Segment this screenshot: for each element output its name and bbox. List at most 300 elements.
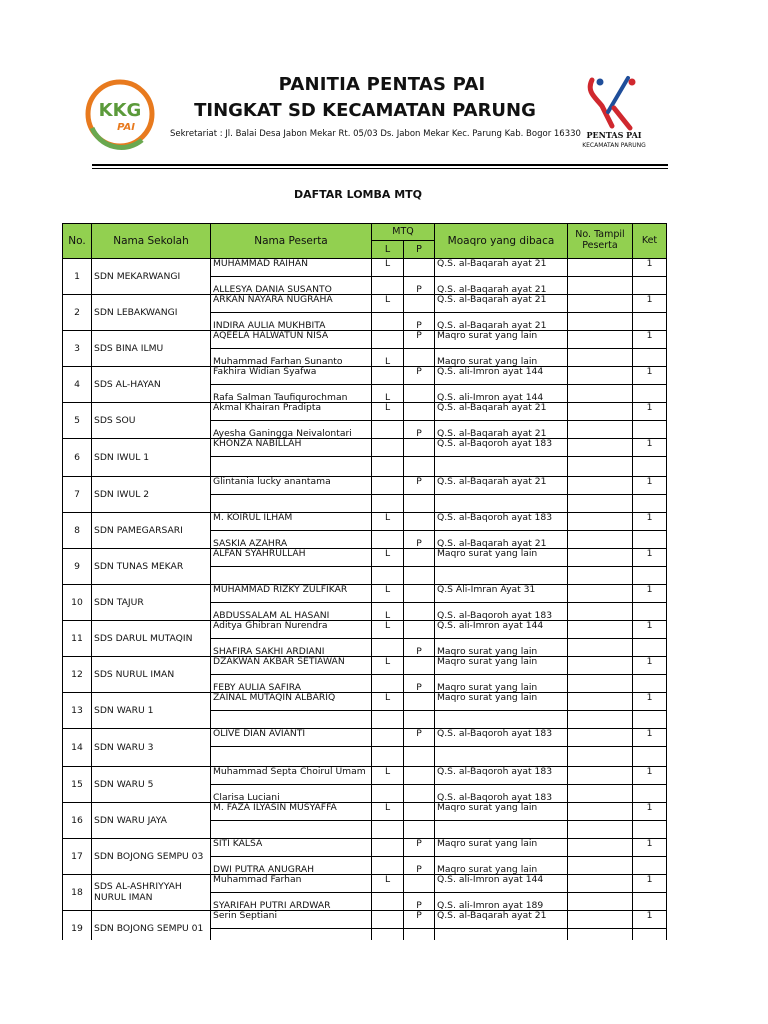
gender-p: P: [404, 729, 435, 747]
gender-l: L: [372, 767, 404, 785]
pentas-pai-logo: [578, 72, 650, 152]
show-number: [568, 767, 633, 785]
row-number: 16: [63, 803, 92, 839]
gender-l: [372, 567, 404, 585]
participant-name: KHONZA NABILLAH: [211, 439, 372, 457]
school-name: SDN WARU 5: [92, 767, 211, 803]
show-number: [568, 495, 633, 513]
gender-p: [404, 513, 435, 531]
ket-value: [633, 495, 667, 513]
gender-l: [372, 367, 404, 385]
ket-value: 1: [633, 439, 667, 457]
show-number: [568, 457, 633, 477]
surah-read: Q.S. ali-Imron ayat 144: [435, 385, 568, 403]
row-number: 13: [63, 693, 92, 729]
participant-name: AQEELA HALWATUN NISA: [211, 331, 372, 349]
show-number: [568, 657, 633, 675]
gender-p: [404, 711, 435, 729]
gender-p: P: [404, 531, 435, 549]
row-number: 8: [63, 513, 92, 549]
gender-p: P: [404, 639, 435, 657]
school-name: SDN BOJONG SEMPU 01: [92, 911, 211, 947]
ket-value: [633, 675, 667, 693]
gender-l: L: [372, 621, 404, 639]
row-number: 6: [63, 439, 92, 477]
gender-p: P: [404, 367, 435, 385]
surah-read: [435, 567, 568, 585]
participant-name: Muhammad Farhan Sunanto: [211, 349, 372, 367]
show-number: [568, 295, 633, 313]
participant-name: Muhammad Farhan: [211, 875, 372, 893]
gender-p: [404, 821, 435, 839]
gender-p: [404, 457, 435, 477]
table-row: [63, 875, 667, 893]
participant-name: ARKAN NAYARA NUGRAHA: [211, 295, 372, 313]
table-row: [63, 549, 667, 567]
ket-value: 1: [633, 367, 667, 385]
school-name: SDN PAMEGARSARI: [92, 513, 211, 549]
table-row: [63, 259, 667, 277]
show-number: [568, 567, 633, 585]
participant-name: Aditya Ghibran Nurendra: [211, 621, 372, 639]
surah-read: Maqro surat yang lain: [435, 857, 568, 875]
show-number: [568, 477, 633, 495]
page-bottom-margin: [0, 940, 768, 1024]
participant-name: M. FAZA ILYASIN MUSYAFFA: [211, 803, 372, 821]
school-name: SDN TAJUR: [92, 585, 211, 621]
ket-value: [633, 385, 667, 403]
col-ket: Ket: [633, 224, 667, 259]
surah-read: Q.S. al-Baqoroh ayat 183: [435, 513, 568, 531]
participant-name: SYARIFAH PUTRI ARDWAR: [211, 893, 372, 911]
participant-name: ABDUSSALAM AL HASANI: [211, 603, 372, 621]
gender-p: P: [404, 421, 435, 439]
show-number: [568, 549, 633, 567]
gender-p: P: [404, 893, 435, 911]
gender-l: L: [372, 513, 404, 531]
row-number: 5: [63, 403, 92, 439]
school-name: SDS NURUL IMAN: [92, 657, 211, 693]
surah-read: Q.S. ali-Imron ayat 189: [435, 893, 568, 911]
row-number: 19: [63, 911, 92, 947]
surah-read: Maqro surat yang lain: [435, 639, 568, 657]
show-number: [568, 729, 633, 747]
participant-name: ALLESYA DANIA SUSANTO: [211, 277, 372, 295]
row-number: 2: [63, 295, 92, 331]
row-number: 17: [63, 839, 92, 875]
surah-read: Q.S. ali-Imron ayat 144: [435, 367, 568, 385]
show-number: [568, 803, 633, 821]
row-number: 14: [63, 729, 92, 767]
gender-l: L: [372, 385, 404, 403]
gender-l: [372, 457, 404, 477]
table-row: [63, 403, 667, 421]
ket-value: 1: [633, 693, 667, 711]
ket-value: [633, 821, 667, 839]
show-number: [568, 513, 633, 531]
gender-l: [372, 439, 404, 457]
gender-l: L: [372, 875, 404, 893]
show-number: [568, 639, 633, 657]
surah-read: Maqro surat yang lain: [435, 675, 568, 693]
gender-l: L: [372, 657, 404, 675]
participant-name: [211, 747, 372, 767]
row-number: 4: [63, 367, 92, 403]
ket-value: 1: [633, 839, 667, 857]
participant-name: M. KOIRUL ILHAM: [211, 513, 372, 531]
show-number: [568, 259, 633, 277]
gender-l: [372, 639, 404, 657]
participant-name: [211, 711, 372, 729]
ket-value: 1: [633, 259, 667, 277]
ket-value: 1: [633, 911, 667, 929]
surah-read: Q.S. al-Baqoroh ayat 183: [435, 785, 568, 803]
committee-subtitle: TINGKAT SD KECAMATAN PARUNG: [194, 100, 536, 121]
show-number: [568, 531, 633, 549]
surah-read: [435, 747, 568, 767]
table-row: [63, 295, 667, 313]
show-number: [568, 349, 633, 367]
show-number: [568, 603, 633, 621]
school-name: SDS DARUL MUTAQIN: [92, 621, 211, 657]
surah-read: Q.S. al-Baqoroh ayat 183: [435, 439, 568, 457]
surah-read: Q.S. al-Baqarah ayat 21: [435, 295, 568, 313]
participant-name: Muhammad Septa Choirul Umam: [211, 767, 372, 785]
row-number: 15: [63, 767, 92, 803]
participant-name: Rafa Salman Taufiqurochman: [211, 385, 372, 403]
show-number: [568, 421, 633, 439]
gender-p: [404, 693, 435, 711]
surah-read: Q.S. ali-Imron ayat 144: [435, 621, 568, 639]
gender-p: [404, 767, 435, 785]
gender-p: P: [404, 313, 435, 331]
show-number: [568, 875, 633, 893]
ket-value: [633, 421, 667, 439]
school-name: SDN WARU 1: [92, 693, 211, 729]
school-name: SDS BINA ILMU: [92, 331, 211, 367]
gender-p: [404, 785, 435, 803]
show-number: [568, 385, 633, 403]
row-number: 3: [63, 331, 92, 367]
gender-l: L: [372, 693, 404, 711]
show-number: [568, 893, 633, 911]
gender-l: [372, 421, 404, 439]
table-row: [63, 729, 667, 747]
participant-name: OLIVE DIAN AVIANTI: [211, 729, 372, 747]
gender-p: P: [404, 331, 435, 349]
participant-name: Glintania lucky anantama: [211, 477, 372, 495]
table-row: [63, 803, 667, 821]
col-school: Nama Sekolah: [92, 224, 211, 259]
show-number: [568, 313, 633, 331]
school-name: SDN WARU JAYA: [92, 803, 211, 839]
surah-read: Q.S. al-Baqoroh ayat 183: [435, 603, 568, 621]
row-number: 9: [63, 549, 92, 585]
show-number: [568, 693, 633, 711]
col-p: P: [404, 241, 435, 259]
col-participant: Nama Peserta: [211, 224, 372, 259]
table-row: [63, 767, 667, 785]
ket-value: [633, 457, 667, 477]
school-name: SDN TUNAS MEKAR: [92, 549, 211, 585]
table-row: [63, 839, 667, 857]
gender-l: L: [372, 349, 404, 367]
list-title: DAFTAR LOMBA MTQ: [293, 188, 423, 201]
ket-value: 1: [633, 803, 667, 821]
gender-l: L: [372, 549, 404, 567]
ket-value: 1: [633, 295, 667, 313]
show-number: [568, 277, 633, 295]
gender-p: [404, 403, 435, 421]
participant-name: Ayesha Ganingga Neivalontari: [211, 421, 372, 439]
participant-name: ALFAN SYAHRULLAH: [211, 549, 372, 567]
secretariat-address: Sekretariat : Jl. Balai Desa Jabon Mekar Rt. 05/03 Ds. Jabon Mekar Kec. Parung Kab. Bogor 16330: [170, 129, 581, 139]
surah-read: Q.S. al-Baqarah ayat 21: [435, 477, 568, 495]
surah-read: Q.S. al-Baqoroh ayat 183: [435, 729, 568, 747]
gender-l: [372, 729, 404, 747]
gender-p: [404, 385, 435, 403]
gender-l: [372, 477, 404, 495]
gender-l: L: [372, 803, 404, 821]
participants-table: [62, 223, 667, 947]
gender-p: [404, 621, 435, 639]
table-row: [63, 331, 667, 349]
ket-value: [633, 567, 667, 585]
surah-read: Q.S. al-Baqarah ayat 21: [435, 259, 568, 277]
table-row: [63, 585, 667, 603]
gender-p: [404, 439, 435, 457]
show-number: [568, 785, 633, 803]
ket-value: [633, 785, 667, 803]
ket-value: 1: [633, 767, 667, 785]
surah-read: Maqro surat yang lain: [435, 549, 568, 567]
surah-read: Q.S. ali-Imron ayat 144: [435, 875, 568, 893]
show-number: [568, 747, 633, 767]
participant-name: [211, 457, 372, 477]
participant-name: ZAINAL MUTAQIN ALBARIQ: [211, 693, 372, 711]
participant-name: Akmal Khairan Pradipta: [211, 403, 372, 421]
logo-pentas-title: PENTAS PAI: [586, 130, 642, 140]
participant-name: Fakhira Widian Syafwa: [211, 367, 372, 385]
school-name: SDS SOU: [92, 403, 211, 439]
gender-l: L: [372, 585, 404, 603]
gender-l: [372, 675, 404, 693]
row-number: 1: [63, 259, 92, 295]
school-name: SDN BOJONG SEMPU 03: [92, 839, 211, 875]
participant-name: Serin Septiani: [211, 911, 372, 929]
surah-read: Q.S. al-Baqoroh ayat 183: [435, 767, 568, 785]
ket-value: [633, 893, 667, 911]
ket-value: 1: [633, 513, 667, 531]
school-name: SDN WARU 3: [92, 729, 211, 767]
surah-read: Q.S. al-Baqarah ayat 21: [435, 403, 568, 421]
ket-value: 1: [633, 549, 667, 567]
document-header: [0, 0, 768, 170]
gender-p: P: [404, 839, 435, 857]
gender-p: [404, 875, 435, 893]
show-number: [568, 839, 633, 857]
row-number: 11: [63, 621, 92, 657]
surah-read: Q.S. al-Baqarah ayat 21: [435, 531, 568, 549]
show-number: [568, 403, 633, 421]
participant-name: Clarisa Luciani: [211, 785, 372, 803]
ket-value: 1: [633, 477, 667, 495]
table-row: [63, 367, 667, 385]
ket-value: [633, 313, 667, 331]
participant-name: MUHAMMAD RIZKY ZULFIKAR: [211, 585, 372, 603]
surah-read: Q.S Ali-Imran Ayat 31: [435, 585, 568, 603]
ket-value: [633, 857, 667, 875]
surah-read: Q.S. al-Baqarah ayat 21: [435, 911, 568, 929]
logo-kkg-text: KKG: [98, 100, 142, 121]
show-number: [568, 857, 633, 875]
participant-name: SITI KALSA: [211, 839, 372, 857]
col-l: L: [372, 241, 404, 259]
ket-value: [633, 531, 667, 549]
surah-read: [435, 711, 568, 729]
row-number: 10: [63, 585, 92, 621]
surah-read: Maqro surat yang lain: [435, 839, 568, 857]
participant-name: DWI PUTRA ANUGRAH: [211, 857, 372, 875]
gender-l: [372, 911, 404, 929]
participant-name: MUHAMMAD RAIHAN: [211, 259, 372, 277]
ket-value: 1: [633, 657, 667, 675]
gender-p: [404, 295, 435, 313]
gender-p: [404, 349, 435, 367]
gender-p: [404, 803, 435, 821]
show-number: [568, 367, 633, 385]
participant-name: DZAKWAN AKBAR SETIAWAN: [211, 657, 372, 675]
ket-value: [633, 603, 667, 621]
gender-p: [404, 657, 435, 675]
row-number: 7: [63, 477, 92, 513]
committee-title: PANITIA PENTAS PAI: [278, 74, 486, 95]
surah-read: Maqro surat yang lain: [435, 657, 568, 675]
show-number: [568, 621, 633, 639]
school-name: SDN IWUL 2: [92, 477, 211, 513]
col-mtq: MTQ: [372, 224, 435, 241]
ket-value: [633, 711, 667, 729]
surah-read: Maqro surat yang lain: [435, 349, 568, 367]
gender-l: [372, 313, 404, 331]
participant-name: SHAFIRA SAKHI ARDIANI: [211, 639, 372, 657]
gender-l: [372, 495, 404, 513]
gender-p: [404, 747, 435, 767]
col-surah: Moaqro yang dibaca: [435, 224, 568, 259]
table-row: [63, 621, 667, 639]
table-row: [63, 513, 667, 531]
gender-l: [372, 277, 404, 295]
gender-p: P: [404, 911, 435, 929]
gender-l: [372, 821, 404, 839]
ket-value: 1: [633, 585, 667, 603]
school-name: SDN MEKARWANGI: [92, 259, 211, 295]
school-name: SDN IWUL 1: [92, 439, 211, 477]
ket-value: 1: [633, 875, 667, 893]
gender-l: L: [372, 603, 404, 621]
surah-read: Maqro surat yang lain: [435, 331, 568, 349]
gender-p: [404, 567, 435, 585]
ket-value: [633, 747, 667, 767]
row-number: 12: [63, 657, 92, 693]
surah-read: [435, 821, 568, 839]
surah-read: [435, 457, 568, 477]
participant-name: SASKIA AZAHRA: [211, 531, 372, 549]
gender-p: P: [404, 477, 435, 495]
gender-l: L: [372, 403, 404, 421]
table-row: [63, 657, 667, 675]
ket-value: [633, 639, 667, 657]
show-number: [568, 911, 633, 929]
table-row: [63, 911, 667, 929]
logo-pai-text: PAI: [117, 122, 135, 133]
show-number: [568, 439, 633, 457]
participant-name: [211, 821, 372, 839]
ket-value: 1: [633, 621, 667, 639]
table-row: [63, 693, 667, 711]
gender-l: L: [372, 259, 404, 277]
surah-read: Q.S. al-Baqarah ayat 21: [435, 421, 568, 439]
gender-l: [372, 711, 404, 729]
col-show-no: No. Tampil Peserta: [568, 224, 633, 259]
gender-p: P: [404, 857, 435, 875]
gender-p: [404, 549, 435, 567]
ket-value: 1: [633, 729, 667, 747]
show-number: [568, 585, 633, 603]
participant-name: FEBY AULIA SAFIRA: [211, 675, 372, 693]
table-row: [63, 477, 667, 495]
school-name: SDN LEBAKWANGI: [92, 295, 211, 331]
school-name: SDS AL-ASHRIYYAH NURUL IMAN: [92, 875, 211, 911]
ket-value: 1: [633, 331, 667, 349]
ket-value: [633, 349, 667, 367]
show-number: [568, 675, 633, 693]
header-rule-thin: [92, 168, 668, 169]
gender-l: [372, 857, 404, 875]
gender-p: P: [404, 277, 435, 295]
gender-l: L: [372, 295, 404, 313]
participant-name: [211, 495, 372, 513]
surah-read: Maqro surat yang lain: [435, 803, 568, 821]
header-rule-thick: [92, 164, 668, 166]
gender-p: [404, 259, 435, 277]
participant-name: INDIRA AULIA MUKHBITA: [211, 313, 372, 331]
gender-l: [372, 839, 404, 857]
gender-p: [404, 495, 435, 513]
surah-read: Q.S. al-Baqarah ayat 21: [435, 313, 568, 331]
participant-name: [211, 567, 372, 585]
surah-read: Maqro surat yang lain: [435, 693, 568, 711]
show-number: [568, 711, 633, 729]
surah-read: [435, 495, 568, 513]
show-number: [568, 821, 633, 839]
gender-l: [372, 331, 404, 349]
show-number: [568, 331, 633, 349]
ket-value: 1: [633, 403, 667, 421]
gender-l: [372, 747, 404, 767]
row-number: 18: [63, 875, 92, 911]
ket-value: [633, 277, 667, 295]
gender-l: [372, 893, 404, 911]
gender-l: [372, 531, 404, 549]
gender-l: [372, 785, 404, 803]
logo-pentas-sub: KECAMATAN PARUNG: [582, 142, 646, 149]
school-name: SDS AL-HAYAN: [92, 367, 211, 403]
col-no: No.: [63, 224, 92, 259]
gender-p: [404, 585, 435, 603]
table-row: [63, 439, 667, 457]
gender-p: [404, 603, 435, 621]
